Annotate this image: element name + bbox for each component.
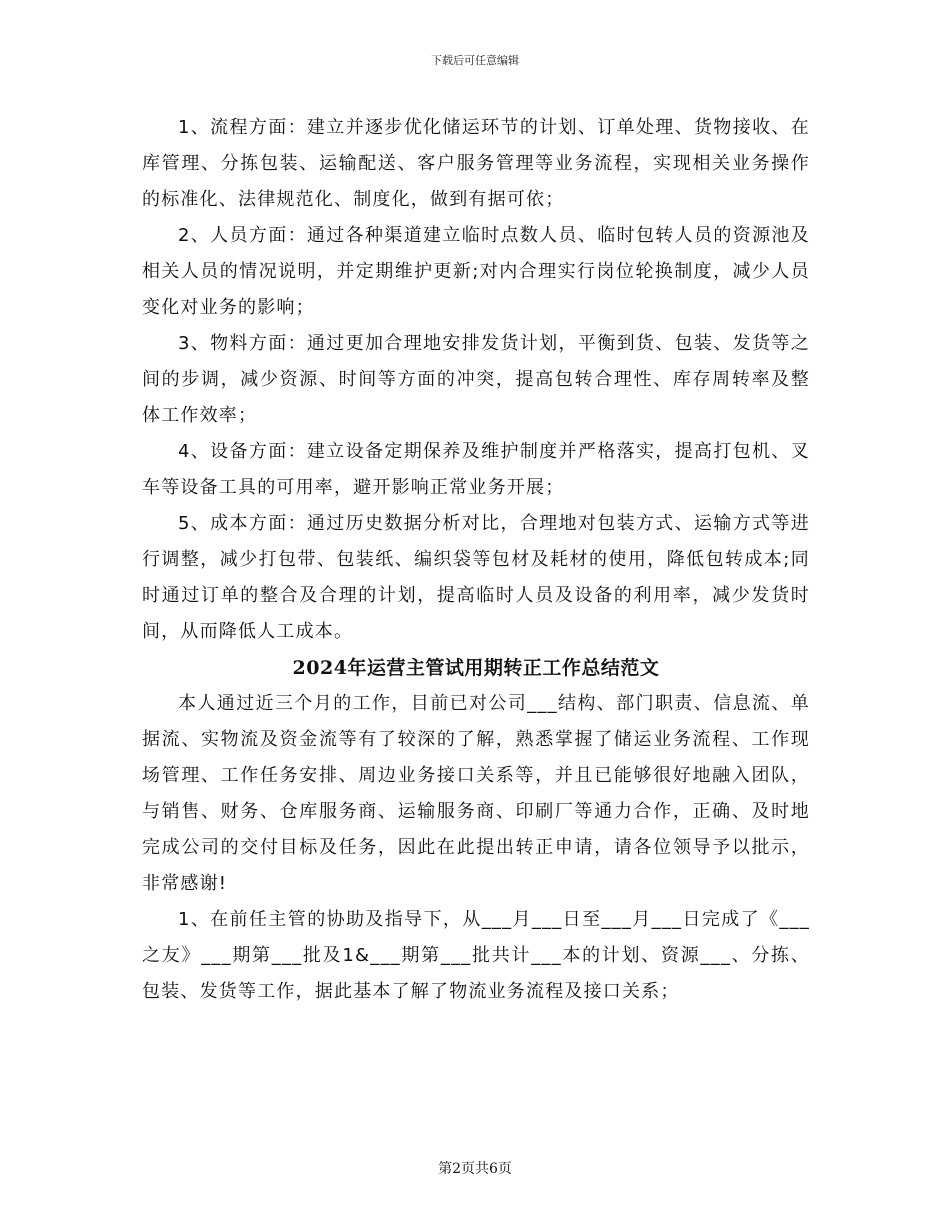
page-footer: 第2页共6页 [438,1161,512,1177]
paragraph-personnel: 2、人员方面：通过各种渠道建立临时点数人员、临时包转人员的资源池及相关人员的情况说明，并定期维护更新;对内合理实行岗位轮换制度，减少人员变化对业务的影响； [142,225,810,318]
page-header: 下载后可任意编辑 [431,54,519,67]
paragraph-intro: 本人通过近三个月的工作，目前已对公司___结构、部门职责、信息流、单据流、实物流及资金流等有了较深的了解，熟悉掌握了储运业务流程、工作现场管理、工作任务安排、周边业务接口关系等，并且已能够很好地融入团队，与销售、财务、仓库服务商、运输服务商、印刷厂等通力合作，正确、及时地完成公司的交付目标及任务，因此在此提出转正申请，请各位领导予以批示，非常感谢! [142,693,810,894]
paragraph-cost: 5、成本方面：通过历史数据分析对比，合理地对包装方式、运输方式等进行调整，减少打包带、包装纸、编织袋等包材及耗材的使用，降低包转成本;同时通过订单的整合及合理的计划，提高临时人员及设备的利用率，减少发货时间，从而降低人工成本。 [142,513,810,642]
document-body [142,110,810,1010]
paragraph-equipment: 4、设备方面：建立设备定期保养及维护制度并严格落实，提高打包机、叉车等设备工具的可用率，避开影响正常业务开展； [142,441,810,498]
paragraph-materials: 3、物料方面：通过更加合理地安排发货计划，平衡到货、包装、发货等之间的步调，减少资源、时间等方面的冲突，提高包转合理性、库存周转率及整体工作效率； [142,333,810,426]
paragraph-item-1: 1、在前任主管的协助及指导下，从___月___日至___月___日完成了《___之友》___期第___批及1&___期第___批共计___本的计划、资源___、分拣、包装、发货等工作，据此基本了解了物流业务流程及接口关系； [142,909,810,1002]
paragraph-process: 1、流程方面：建立并逐步优化储运环节的计划、订单处理、货物接收、在库管理、分拣包装、运输配送、客户服务管理等业务流程，实现相关业务操作的标准化、法律规范化、制度化，做到有据可依； [142,117,810,210]
section-title: 2024年运营主管试用期转正工作总结范文 [292,657,660,679]
